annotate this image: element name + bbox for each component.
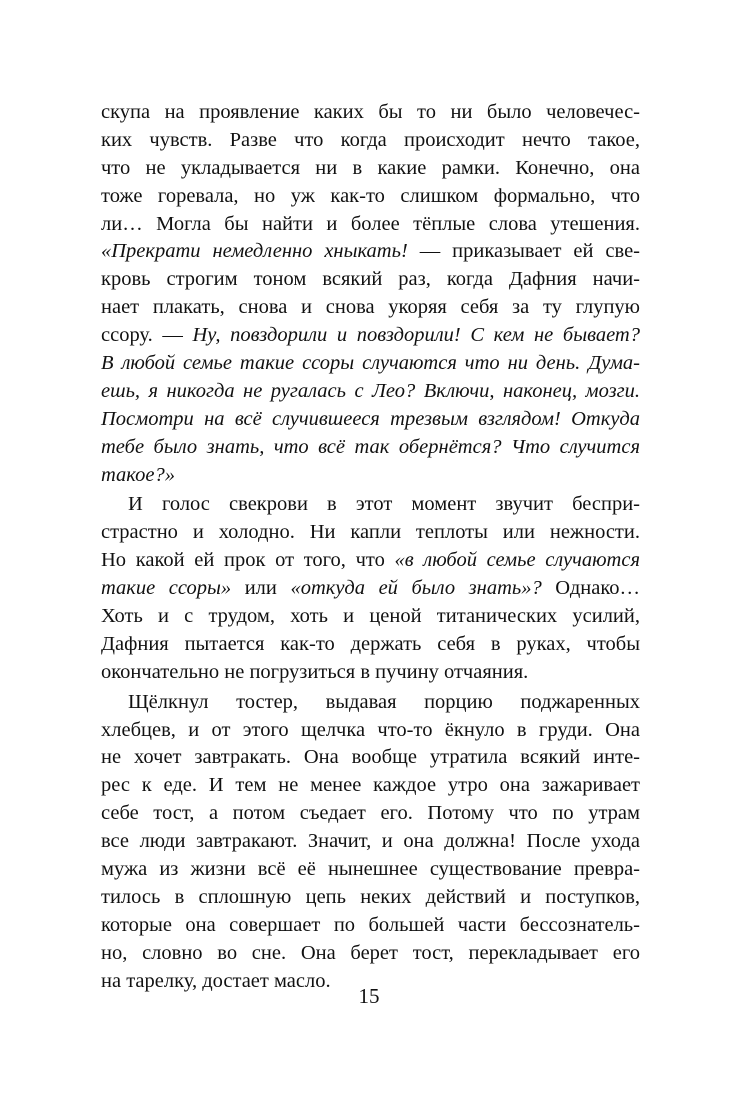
italic-text: такие ссоры» <box>101 577 232 600</box>
text-run: но, словно во сне. Она берет тост, перекладывает его <box>101 941 640 964</box>
text-line <box>101 940 640 968</box>
text-run: нает плакать, снова и снова укоряя себя за ту глупую <box>101 296 640 319</box>
text-line <box>101 294 640 322</box>
text-run: которые она совершает по большей части бессознатель- <box>101 913 640 936</box>
page-body-text <box>101 99 640 996</box>
italic-text: такое?» <box>101 463 175 486</box>
text-run: скупа на проявление каких бы то ни было человечес- <box>101 101 640 123</box>
text-line <box>101 211 640 239</box>
paragraph <box>101 689 640 996</box>
text-line <box>101 519 640 547</box>
text-run: ких чувств. Разве что когда происходит нечто такое, <box>101 128 640 151</box>
paragraph <box>101 99 640 489</box>
text-line <box>101 99 640 127</box>
text-run: — приказывает ей све- <box>407 240 640 263</box>
text-run: ли… Могла бы найти и более тёплые слова утешения. <box>101 212 640 235</box>
text-run: кровь строгим тоном всякий раз, когда Дафния начи- <box>101 268 640 291</box>
text-line <box>101 238 640 266</box>
text-run: Щёлкнул тостер, выдавая порцию поджаренных <box>128 690 640 713</box>
italic-text: «откуда ей было знать»? <box>290 577 542 600</box>
text-run: или <box>231 577 291 600</box>
text-run: тилось в сплошную цепь неких действий и поступков, <box>101 885 640 908</box>
text-run: мужа из жизни всё её нынешнее существование превра- <box>101 858 640 881</box>
text-line <box>101 155 640 183</box>
text-run: не хочет завтракать. Она вообще утратила всякий инте- <box>101 746 640 769</box>
text-line <box>101 717 640 745</box>
text-line <box>101 378 640 406</box>
text-line <box>101 912 640 940</box>
italic-text: ешь, я никогда не ругалась с Лео? Включи, наконец, мозги. <box>101 379 640 402</box>
text-line <box>101 350 640 378</box>
text-run: окончательно не погрузиться в пучину отчаяния. <box>101 660 529 683</box>
text-run: себе тост, а потом съедает его. Потому что по утрам <box>101 802 640 825</box>
italic-text: Ну, повздорили и повздорили! С кем не бывает? <box>192 324 640 347</box>
text-line <box>101 744 640 772</box>
text-run: все люди завтракают. Значит, и она должна! После ухода <box>101 830 640 853</box>
text-run: тоже горевала, но уж как-то слишком формально, что <box>101 184 640 207</box>
text-run: Но какой ей прок от того, что <box>101 549 395 572</box>
text-run: Дафния пытается как-то держать себя в руках, чтобы <box>101 632 640 655</box>
text-line <box>101 127 640 155</box>
text-line <box>101 800 640 828</box>
italic-text: Посмотри на всё случившееся трезвым взглядом! Откуда <box>101 407 640 430</box>
text-run: Однако… <box>541 577 641 600</box>
italic-text: «в любой семье случаются <box>394 549 640 572</box>
paragraph <box>101 491 640 686</box>
text-run: что не укладывается ни в какие рамки. Конечно, она <box>101 156 640 179</box>
text-line <box>101 462 640 490</box>
text-run: ссору. — <box>101 324 193 347</box>
text-run: страстно и холодно. Ни капли теплоты или нежности. <box>101 521 640 544</box>
text-line <box>101 406 640 434</box>
text-line <box>101 491 640 519</box>
text-line <box>101 659 640 687</box>
page-number: 15 <box>358 984 380 1008</box>
text-line <box>101 631 640 659</box>
text-line <box>101 772 640 800</box>
text-line <box>101 322 640 350</box>
italic-text: «Прекрати немедленно хныкать! <box>101 240 408 263</box>
text-line <box>101 183 640 211</box>
text-line <box>101 603 640 631</box>
text-line <box>101 266 640 294</box>
text-run: на тарелку, достает масло. <box>101 969 331 992</box>
text-line <box>101 884 640 912</box>
text-run: Хоть и с трудом, хоть и ценой титанических усилий, <box>101 605 640 628</box>
text-line <box>101 828 640 856</box>
text-line <box>101 547 640 575</box>
italic-text: В любой семье такие ссоры случаются что ни день. Дума- <box>101 352 640 375</box>
text-line <box>101 856 640 884</box>
text-line <box>101 434 640 462</box>
text-run: И голос свекрови в этот момент звучит беспри- <box>128 493 640 516</box>
italic-text: тебе было знать, что всё так обернётся? Что случится <box>101 435 640 458</box>
text-line <box>101 689 640 717</box>
text-run: хлебцев, и от этого щелчка что-то ёкнуло в груди. Она <box>101 718 640 741</box>
text-line <box>101 575 640 603</box>
text-run: рес к еде. И тем не менее каждое утро она зажаривает <box>101 774 640 797</box>
